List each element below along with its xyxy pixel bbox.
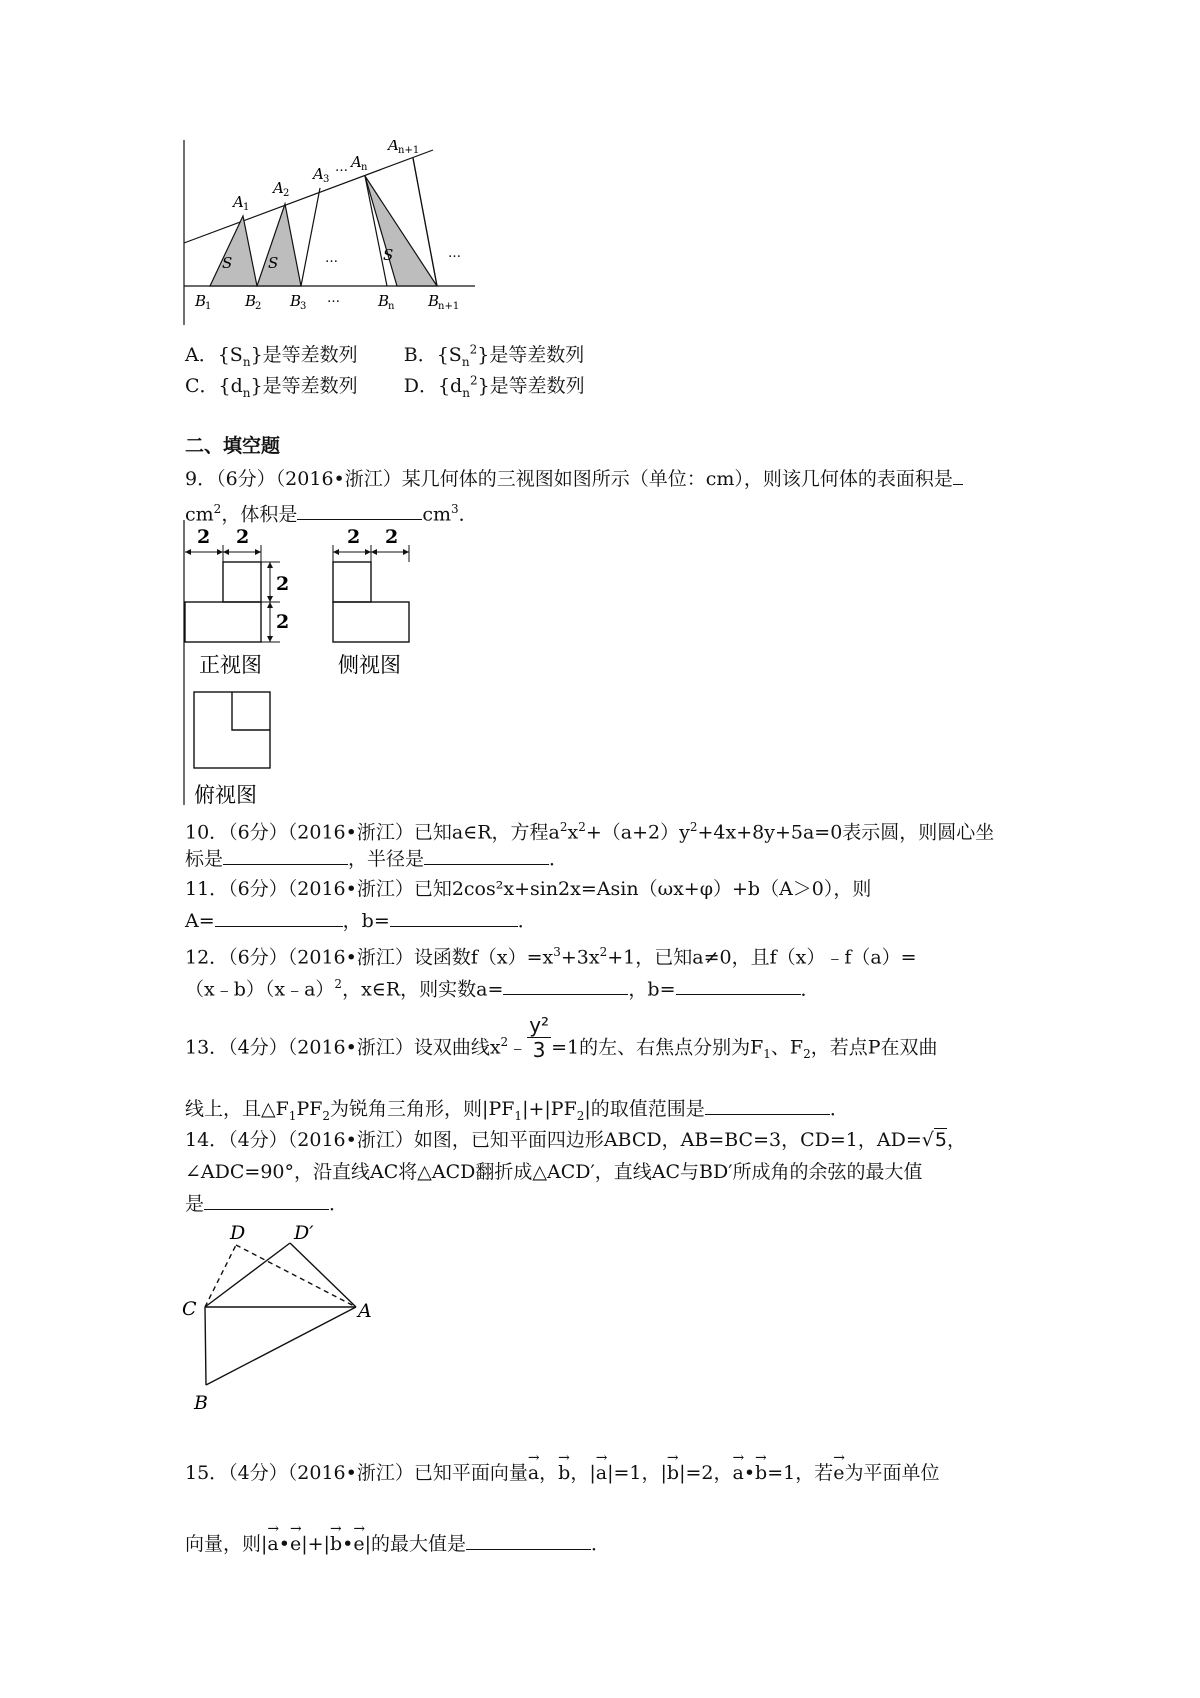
label-s1: S [222,254,233,272]
q11-blank-a[interactable] [215,908,343,927]
q14-blank[interactable] [204,1191,329,1210]
q10-blank-center[interactable] [223,846,348,865]
side-view-label: 侧视图 [338,653,401,677]
section-heading: 二、填空题 [185,435,281,457]
svg-text:n: n [388,301,395,312]
q14-line3: 是 ． [185,1193,349,1215]
q9-line1: 9．（6分）（2016•浙江）某几何体的三视图如图所示（单位：cm），则该几何体的表面积是 [185,466,963,491]
q9-line2: $cm^2$，体积是 $cm^3$． [185,502,478,526]
q10-line2: 标是 ，半径是 ． [185,848,569,870]
label-s2: S [268,254,279,272]
label-an1: A [388,140,399,154]
front-view-lower [185,602,261,642]
top-view-label: 俯视图 [194,783,257,805]
svg-text:1: 1 [205,301,212,312]
svg-text:2: 2 [283,188,290,199]
q9-blank-volume[interactable] [297,501,422,520]
label-dots-right: … [448,246,461,261]
q12-blank-a[interactable] [503,976,628,995]
q13-line2: 线上，且$\triangle F_1PF_2$为锐角三角形，则$|PF_1|+|PF_2|$的取值范围是 ． [185,1098,849,1123]
dim-front-3: 2 [276,573,290,595]
svg-text:n+1: n+1 [398,145,420,156]
vector-a: → a [528,1455,539,1485]
dim-front-2: 2 [236,526,250,548]
triangle-sequence-figure [175,140,515,325]
quadrilateral-fold-figure [180,1225,400,1420]
q11-line1: 11．（6分）（2016•浙江）已知2cos²x+sin2x=Asin（ωx+φ）+b（A＞0），则 [185,878,872,900]
svg-text:2: 2 [255,301,262,312]
svg-text:n+1: n+1 [438,301,460,312]
q13-fraction: $\frac{\text{y²}}{3}$ [529,1012,550,1062]
sqrt-five: √5 [921,1129,947,1151]
q11-line2: A= ，b= ． [185,910,537,932]
q15-line2: 向量，则|→ a•→ e|+|→ b•→ e|的最大值是 ． [185,1526,610,1556]
front-view-label: 正视图 [199,653,262,677]
label-d: D [230,1225,246,1244]
label-a: A [358,1300,372,1322]
q13-line1: 13．（4分）（2016•浙江）设双曲线$x^2﹣$ $\frac{\text{y²}}{3}$ =1的左、右焦点分别为$F_1$、$F_2$，若点P在双曲 [185,1012,938,1062]
vector-e: → e [833,1455,844,1485]
option-c: C．$\{d_n\}$是等差数列 [185,375,358,401]
dim-front-1: 2 [197,526,211,548]
dim-front-4: 2 [276,611,290,633]
option-d: D．$\{d_n^2\}$是等差数列 [403,374,585,401]
svg-text:3: 3 [300,301,307,312]
vector-b: → b [558,1455,570,1485]
q15-blank[interactable] [466,1531,591,1550]
q9-blank-area[interactable] [953,466,963,485]
label-b: B [194,1392,208,1414]
label-b2: B [245,292,257,310]
label-d-prime: D′ [294,1225,314,1244]
label-dots-bottom: … [327,291,340,306]
label-a1: A [233,193,244,211]
label-a3: A [313,165,324,183]
q14-line2: ∠ADC=90°，沿直线AC将△ACD翻折成△ACD′，直线AC与BD′所成角的余弦的最大值 [185,1161,923,1183]
three-view-figure [180,520,440,805]
option-a: A．$\{S_n\}$是等差数列 [185,344,358,370]
svg-text:3: 3 [323,174,330,185]
side-view-lower [333,602,409,642]
front-view-upper [223,562,261,602]
label-b3: B [290,292,302,310]
q12-line2: （x﹣b）（x﹣a）$^2$，x∈R，则实数a= ，b= ． [185,977,820,1001]
label-bn1: B [428,292,440,310]
label-c: C [182,1298,197,1320]
q10-blank-radius[interactable] [424,846,549,865]
option-b: B．$\{S_n^2\}$是等差数列 [403,343,585,370]
q8-options-row2 [185,369,585,405]
dim-side-2: 2 [385,526,399,548]
label-a2: A [273,179,284,197]
dim-side-1: 2 [347,526,361,548]
label-dots-mid: … [325,251,338,266]
label-b1: B [195,292,207,310]
q11-blank-b[interactable] [390,908,518,927]
side-view-upper [333,562,371,602]
q13-blank[interactable] [705,1096,830,1115]
svg-text:n: n [361,162,368,173]
q12-blank-b[interactable] [676,976,801,995]
q14-line1: 14．（4分）（2016•浙江）如图，已知平面四边形ABCD，AB=BC=3，CD=1，AD=√5， [185,1129,966,1151]
svg-text:1: 1 [243,202,250,213]
q12-line1: 12．（6分）（2016•浙江）设函数$f(x)=x^3+3x^2+1$，已知a≠0，且f（x）﹣f（a）= [185,945,917,969]
label-an: A [351,153,362,171]
label-sn: S [383,246,394,264]
label-bn: B [378,292,390,310]
label-dots-top: … [335,160,348,175]
q10-line1: 10．（6分）（2016•浙江）已知a∈R，方程$a^2x^2+(a+2)y^2+4x+8y+5a=0$表示圆，则圆心坐 [185,820,995,844]
q15-line1: 15．（4分）（2016•浙江）已知平面向量→ a，→ b，|→ a|=1，|→ b|=2，→ a•→ b=1，若→ e为平面单位 [185,1455,939,1485]
